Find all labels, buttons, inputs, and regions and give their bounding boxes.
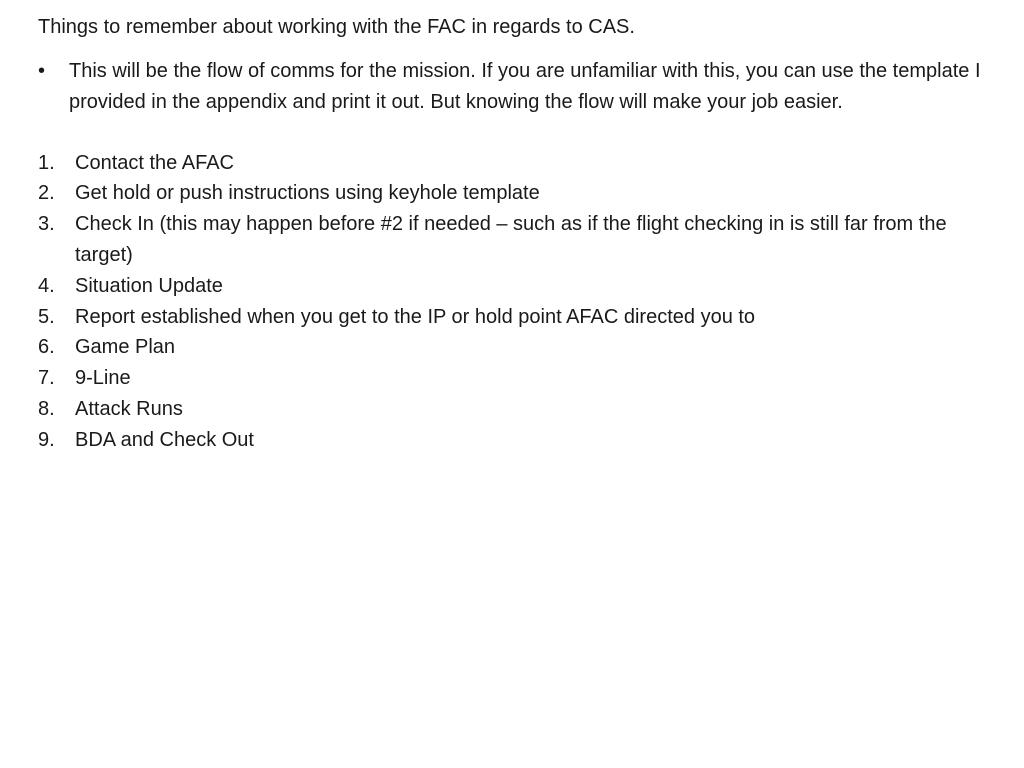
step-item [38,363,978,394]
slide-title: Things to remember about working with the FAC in regards to CAS. [38,16,635,38]
step-item [38,302,978,333]
step-number: 8. [38,397,55,420]
step-text: Situation Update [75,274,223,297]
step-item [38,271,978,302]
step-number: 1. [38,151,55,174]
bullet-marker: • [38,60,46,82]
bullet-item [38,56,1009,118]
bullet-text: This will be the flow of comms for the mission. If you are unfamiliar with this, you can use the template I provided in the appendix and print it out. But knowing the flow will make your job easier. [69,60,981,113]
step-text: BDA and Check Out [75,428,254,451]
step-text: Attack Runs [75,397,183,420]
step-text: Contact the AFAC [75,151,234,174]
step-text: Get hold or push instructions using keyhole template [75,182,540,205]
step-item [38,332,978,363]
step-number: 9. [38,428,55,451]
step-number: 4. [38,274,55,297]
step-item [38,394,978,425]
step-item [38,209,978,271]
step-number: 2. [38,182,55,205]
step-number: 7. [38,367,55,390]
step-number: 5. [38,305,55,328]
step-item [38,148,978,179]
step-text: Report established when you get to the IP or hold point AFAC directed you to [75,305,756,328]
step-text: 9-Line [75,367,131,390]
step-item [38,425,978,456]
step-number: 3. [38,213,55,236]
steps-list [38,148,978,456]
step-text: Game Plan [75,336,176,359]
step-item [38,178,978,209]
step-number: 6. [38,336,55,359]
step-text: Check In (this may happen before #2 if needed – such as if the flight checking in is still far from the target) [75,213,947,266]
